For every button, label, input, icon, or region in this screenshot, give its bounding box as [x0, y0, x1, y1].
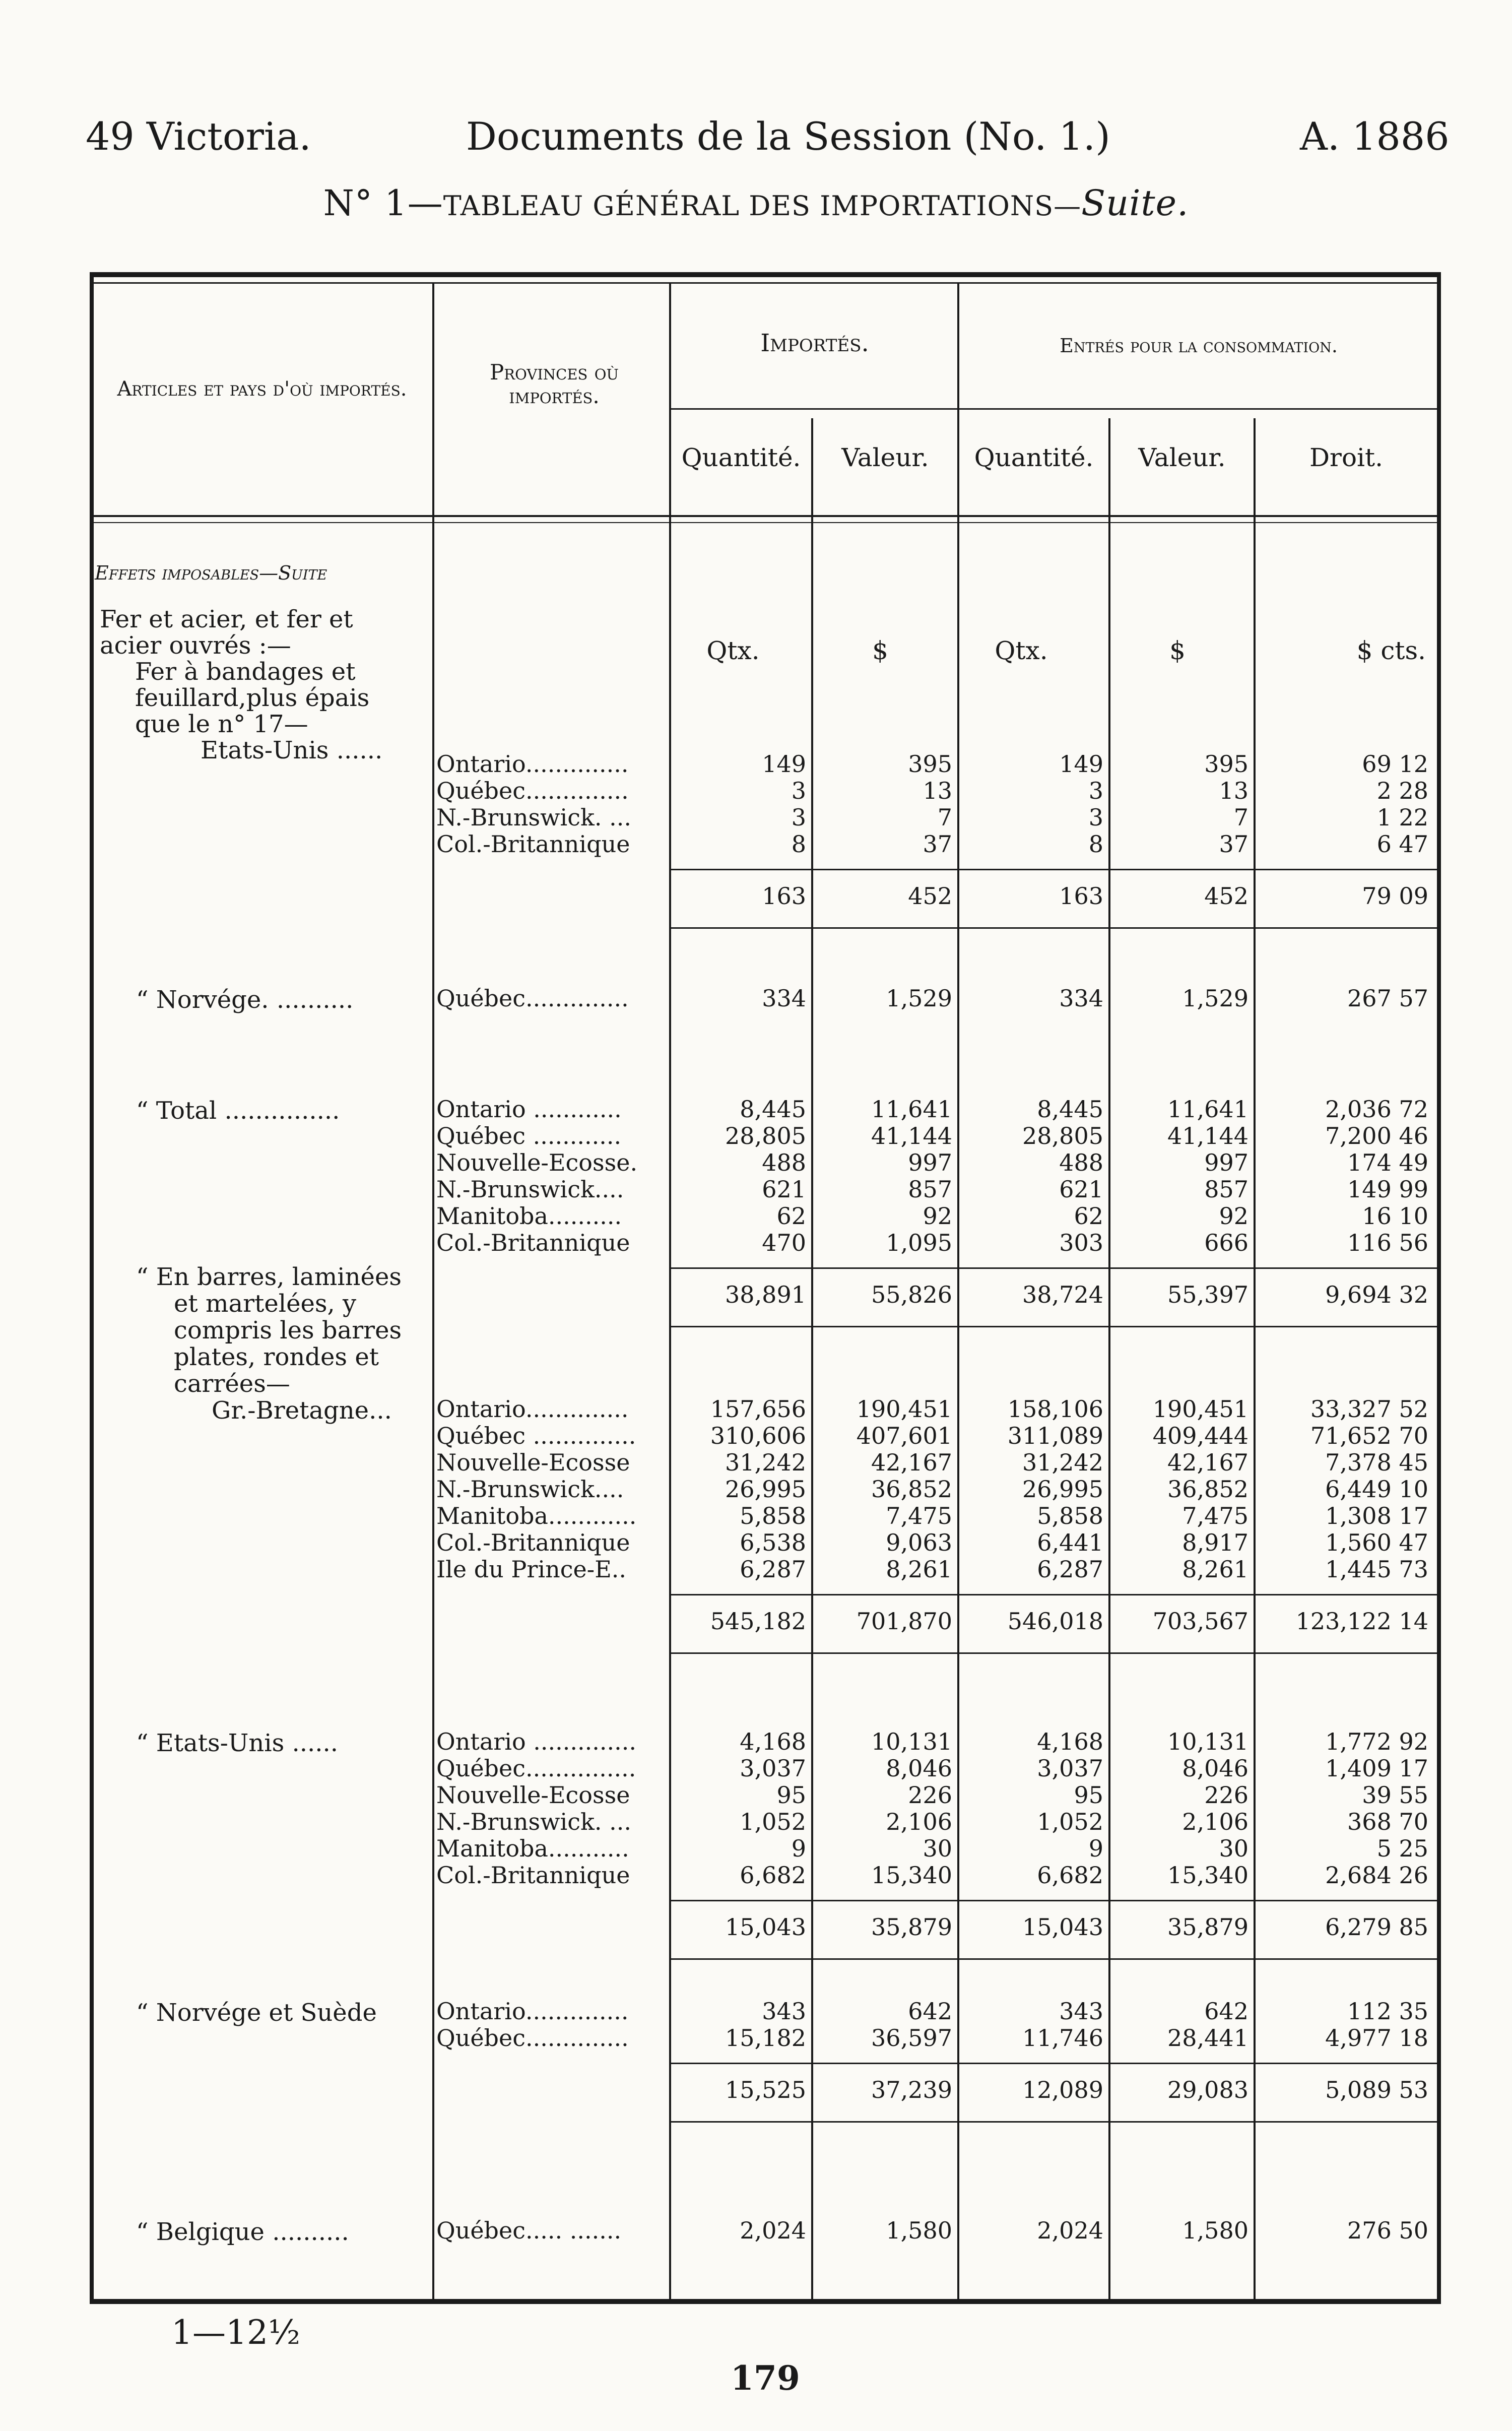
subtotal-rule — [671, 1594, 1437, 1595]
header-right: A. 1886 — [1300, 114, 1450, 159]
header-left: 49 Victoria. — [86, 114, 311, 159]
total-v1: 55,826 — [871, 1281, 952, 1308]
unit-q1: Qtx. — [706, 636, 760, 665]
cell-q1: 3 — [791, 777, 806, 804]
cell-q2: 303 — [1059, 1229, 1103, 1256]
cell-v1: 37 — [923, 830, 952, 858]
cell-q2: 11,746 — [1022, 2024, 1103, 2052]
cell-duty: 1,308 17 — [1325, 1502, 1428, 1529]
total-v1: 37,239 — [871, 2076, 952, 2103]
table-left-rule — [90, 272, 94, 2304]
total-v2: 55,397 — [1167, 1281, 1248, 1308]
cell-q1: 9 — [791, 1835, 806, 1862]
total-q2: 546,018 — [1007, 1608, 1103, 1635]
cell-q2: 26,995 — [1022, 1476, 1103, 1503]
col-header-imported: Importés. — [760, 329, 869, 357]
total-rule — [671, 2121, 1437, 2123]
cell-duty: 116 56 — [1347, 1229, 1428, 1256]
total-rule — [671, 1958, 1437, 1960]
group-label: “ Etats-Unis ...... — [136, 1729, 339, 1757]
cell-v2: 36,852 — [1167, 1476, 1248, 1503]
cell-q1: 31,242 — [725, 1449, 806, 1476]
cell-v2: 7 — [1233, 804, 1248, 831]
col-rule-imported — [669, 282, 671, 2303]
col-header-duty: Droit. — [1309, 443, 1384, 472]
cell-q1: 157,656 — [710, 1395, 806, 1423]
row-province: Ontario.............. — [436, 1998, 629, 2025]
row-province: Québec.............. — [436, 2025, 629, 2052]
cell-q1: 6,682 — [740, 1862, 806, 1889]
cell-duty: 1,445 73 — [1325, 1556, 1428, 1583]
cell-v2: 41,144 — [1167, 1122, 1248, 1149]
group-header-rule — [670, 408, 1438, 410]
row-province: Québec.............. — [436, 778, 629, 804]
cell-q2: 158,106 — [1007, 1395, 1103, 1423]
cell-duty: 4,977 18 — [1325, 2024, 1428, 2052]
cell-q1: 1,052 — [740, 1808, 806, 1835]
cell-duty: 39 55 — [1362, 1781, 1428, 1809]
cell-v1: 1,529 — [886, 985, 952, 1012]
cell-q1: 3 — [791, 804, 806, 831]
row-province: Manitoba.......... — [436, 1203, 622, 1230]
unit-duty: $ cts. — [1356, 636, 1426, 665]
cell-q2: 8,445 — [1037, 1096, 1103, 1123]
cell-duty: 2 28 — [1376, 777, 1428, 804]
total-q2: 163 — [1059, 882, 1103, 910]
cell-v1: 190,451 — [856, 1395, 952, 1423]
cell-duty: 6 47 — [1376, 830, 1428, 858]
cell-v1: 395 — [908, 750, 952, 778]
cell-v2: 8,261 — [1182, 1556, 1248, 1583]
cell-duty: 112 35 — [1347, 1998, 1428, 2025]
table-bottom-rule — [91, 2299, 1441, 2304]
cell-q2: 31,242 — [1022, 1449, 1103, 1476]
cell-q1: 621 — [762, 1176, 806, 1203]
article-line: feuillard,plus épais — [135, 684, 370, 712]
row-province: Col.-Britannique — [436, 831, 630, 858]
col-header-v2: Valeur. — [1138, 443, 1226, 472]
cell-v2: 37 — [1219, 830, 1248, 858]
row-province: Nouvelle-Ecosse. — [436, 1149, 638, 1176]
cell-q1: 15,182 — [725, 2024, 806, 2052]
total-v2: 452 — [1204, 882, 1248, 910]
page-title — [0, 182, 1512, 224]
cell-q2: 4,168 — [1037, 1728, 1103, 1755]
col-header-q2: Quantité. — [974, 443, 1094, 472]
table-top-rule — [91, 272, 1441, 277]
row-province: Manitoba............ — [436, 1503, 637, 1529]
article-line: Fer à bandages et — [135, 658, 356, 686]
total-rule — [671, 1652, 1437, 1654]
row-province: Ile du Prince-E.. — [436, 1556, 627, 1583]
cell-duty: 7,378 45 — [1325, 1449, 1428, 1476]
total-rule — [671, 1326, 1437, 1327]
total-q1: 163 — [762, 882, 806, 910]
row-province: Ontario.............. — [436, 751, 629, 778]
article-line: Fer et acier, et fer et — [100, 605, 353, 633]
cell-duty: 276 50 — [1347, 2217, 1428, 2244]
cell-duty: 1 22 — [1376, 804, 1428, 831]
cell-v1: 36,597 — [871, 2024, 952, 2052]
cell-q1: 488 — [762, 1149, 806, 1176]
cell-q2: 1,052 — [1037, 1808, 1103, 1835]
row-province: N.-Brunswick.... — [436, 1476, 624, 1503]
row-province: N.-Brunswick.... — [436, 1176, 624, 1203]
article-line: acier ouvrés :— — [100, 631, 291, 660]
cell-duty: 71,652 70 — [1310, 1422, 1428, 1449]
cell-q1: 5,858 — [740, 1502, 806, 1529]
cell-v1: 857 — [908, 1176, 952, 1203]
cell-q1: 3,037 — [740, 1755, 806, 1782]
cell-q1: 62 — [776, 1202, 806, 1230]
subtotal-rule — [671, 2063, 1437, 2064]
group-label: compris les barres — [174, 1316, 402, 1345]
cell-q1: 28,805 — [725, 1122, 806, 1149]
total-q2: 38,724 — [1022, 1281, 1103, 1308]
group-label: Gr.-Bretagne... — [212, 1396, 392, 1425]
group-label: carrées— — [174, 1370, 290, 1398]
total-q2: 12,089 — [1022, 2076, 1103, 2103]
col-rule-provinces — [432, 282, 434, 2303]
cell-duty: 174 49 — [1347, 1149, 1428, 1176]
cell-q2: 343 — [1059, 1998, 1103, 2025]
cell-q2: 3 — [1088, 804, 1103, 831]
col-header-provinces: Provinces où importés. — [490, 360, 619, 409]
group-label: plates, rondes et — [174, 1343, 379, 1371]
cell-duty: 1,560 47 — [1325, 1529, 1428, 1556]
cell-q1: 8,445 — [740, 1096, 806, 1123]
total-v2: 29,083 — [1167, 2076, 1248, 2103]
cell-v1: 7 — [937, 804, 952, 831]
row-province: Nouvelle-Ecosse — [436, 1782, 630, 1809]
row-province: Québec .............. — [436, 1423, 636, 1449]
cell-v1: 11,641 — [871, 1096, 952, 1123]
cell-q1: 4,168 — [740, 1728, 806, 1755]
col-header-entered: Entrés pour la consommation. — [1060, 335, 1338, 357]
group-label: “ En barres, laminées — [136, 1263, 402, 1291]
cell-v2: 8,917 — [1182, 1529, 1248, 1556]
total-v1: 35,879 — [871, 1913, 952, 1941]
cell-q1: 26,995 — [725, 1476, 806, 1503]
row-province: Québec............... — [436, 1755, 636, 1782]
total-duty: 123,122 14 — [1295, 1608, 1428, 1635]
row-province: Col.-Britannique — [436, 1529, 630, 1556]
col-rule-duty — [1254, 418, 1256, 2303]
cell-q2: 6,287 — [1037, 1556, 1103, 1583]
group-label: “ Belgique .......... — [136, 2218, 349, 2246]
cell-duty: 69 12 — [1362, 750, 1428, 778]
subtotal-rule — [671, 1900, 1437, 1901]
total-q1: 545,182 — [710, 1608, 806, 1635]
cell-duty: 6,449 10 — [1325, 1476, 1428, 1503]
cell-duty: 33,327 52 — [1310, 1395, 1428, 1423]
header-bottom-rule-2 — [91, 522, 1441, 523]
cell-q2: 2,024 — [1037, 2217, 1103, 2244]
col-rule-value1 — [811, 418, 813, 2303]
total-duty: 6,279 85 — [1325, 1913, 1428, 1941]
total-rule — [671, 927, 1437, 929]
row-province: Ontario .............. — [436, 1729, 636, 1755]
row-province: Nouvelle-Ecosse — [436, 1449, 630, 1476]
article-line: que le n° 17— — [135, 710, 308, 738]
cell-v1: 10,131 — [871, 1728, 952, 1755]
cell-v1: 36,852 — [871, 1476, 952, 1503]
cell-v1: 2,106 — [886, 1808, 952, 1835]
cell-q2: 62 — [1074, 1202, 1103, 1230]
col-rule-entered — [957, 282, 959, 2303]
cell-v1: 407,601 — [856, 1422, 952, 1449]
cell-v2: 190,451 — [1152, 1395, 1248, 1423]
total-duty: 79 09 — [1362, 882, 1428, 910]
cell-duty: 368 70 — [1347, 1808, 1428, 1835]
total-q1: 15,525 — [725, 2076, 806, 2103]
cell-q2: 621 — [1059, 1176, 1103, 1203]
cell-q2: 6,682 — [1037, 1862, 1103, 1889]
cell-duty: 5 25 — [1376, 1835, 1428, 1862]
cell-q1: 343 — [762, 1998, 806, 2025]
cell-q2: 334 — [1059, 985, 1103, 1012]
total-q1: 15,043 — [725, 1913, 806, 1941]
cell-v1: 1,580 — [886, 2217, 952, 2244]
group-label: et martelées, y — [174, 1290, 357, 1318]
total-v1: 452 — [908, 882, 952, 910]
col-header-q1: Quantité. — [681, 443, 801, 472]
cell-v1: 997 — [908, 1149, 952, 1176]
col-header-articles: Articles et pays d'où importés. — [117, 377, 407, 401]
cell-v2: 1,580 — [1182, 2217, 1248, 2244]
cell-v2: 15,340 — [1167, 1862, 1248, 1889]
cell-v2: 10,131 — [1167, 1728, 1248, 1755]
cell-q2: 9 — [1088, 1835, 1103, 1862]
cell-v2: 997 — [1204, 1149, 1248, 1176]
cell-v1: 13 — [923, 777, 952, 804]
cell-q2: 149 — [1059, 750, 1103, 778]
cell-v2: 2,106 — [1182, 1808, 1248, 1835]
cell-v2: 28,441 — [1167, 2024, 1248, 2052]
cell-duty: 7,200 46 — [1325, 1122, 1428, 1149]
cell-v2: 13 — [1219, 777, 1248, 804]
page-number: 179 — [731, 2358, 800, 2398]
cell-duty: 2,684 26 — [1325, 1862, 1428, 1889]
group-label: “ Norvége et Suède — [136, 1999, 377, 2027]
row-province: Ontario ............ — [436, 1096, 622, 1123]
title-main: TABLEAU GÉNÉRAL DES IMPORTATIONS— — [443, 190, 1082, 222]
cell-v2: 857 — [1204, 1176, 1248, 1203]
cell-q2: 28,805 — [1022, 1122, 1103, 1149]
total-q2: 15,043 — [1022, 1913, 1103, 1941]
cell-v1: 9,063 — [886, 1529, 952, 1556]
cell-v1: 41,144 — [871, 1122, 952, 1149]
row-province: Manitoba........... — [436, 1835, 629, 1862]
cell-v1: 226 — [908, 1781, 952, 1809]
row-province: N.-Brunswick. ... — [436, 1809, 631, 1835]
cell-v2: 1,529 — [1182, 985, 1248, 1012]
row-province: Ontario.............. — [436, 1396, 629, 1423]
cell-q2: 6,441 — [1037, 1529, 1103, 1556]
cell-q1: 6,538 — [740, 1529, 806, 1556]
total-v2: 703,567 — [1152, 1608, 1248, 1635]
section-title: Effets imposables—Suite — [95, 562, 327, 584]
row-province: Québec ............ — [436, 1123, 622, 1149]
title-suffix: Suite. — [1081, 182, 1189, 224]
col-rule-value2 — [1108, 418, 1110, 2303]
table-right-rule — [1437, 272, 1441, 2304]
unit-q2: Qtx. — [995, 636, 1048, 665]
cell-q1: 334 — [762, 985, 806, 1012]
group-label: “ Total ............... — [136, 1097, 340, 1125]
cell-q2: 8 — [1088, 830, 1103, 858]
cell-q2: 95 — [1074, 1781, 1103, 1809]
cell-q2: 311,089 — [1007, 1422, 1103, 1449]
cell-v1: 92 — [923, 1202, 952, 1230]
cell-duty: 16 10 — [1362, 1202, 1428, 1230]
cell-v1: 42,167 — [871, 1449, 952, 1476]
cell-q2: 5,858 — [1037, 1502, 1103, 1529]
cell-q1: 310,606 — [710, 1422, 806, 1449]
cell-q1: 470 — [762, 1229, 806, 1256]
cell-q2: 488 — [1059, 1149, 1103, 1176]
article-line: Etats-Unis ...... — [201, 736, 383, 764]
subtotal-rule — [671, 1267, 1437, 1269]
table-top-rule-thin — [91, 282, 1441, 284]
total-duty: 9,694 32 — [1325, 1281, 1428, 1308]
cell-q1: 6,287 — [740, 1556, 806, 1583]
cell-q1: 2,024 — [740, 2217, 806, 2244]
cell-duty: 1,772 92 — [1325, 1728, 1428, 1755]
header-center: Documents de la Session (No. 1.) — [466, 114, 1110, 159]
cell-v2: 7,475 — [1182, 1502, 1248, 1529]
row-province: Québec..... ....... — [436, 2217, 622, 2244]
cell-v2: 30 — [1219, 1835, 1248, 1862]
header-bottom-rule — [91, 515, 1441, 517]
total-v2: 35,879 — [1167, 1913, 1248, 1941]
cell-v1: 642 — [908, 1998, 952, 2025]
cell-v1: 1,095 — [886, 1229, 952, 1256]
cell-q2: 3,037 — [1037, 1755, 1103, 1782]
cell-v2: 409,444 — [1152, 1422, 1248, 1449]
cell-v1: 8,261 — [886, 1556, 952, 1583]
cell-duty: 2,036 72 — [1325, 1096, 1428, 1123]
cell-duty: 149 99 — [1347, 1176, 1428, 1203]
cell-v2: 42,167 — [1167, 1449, 1248, 1476]
cell-q2: 3 — [1088, 777, 1103, 804]
row-province: Col.-Britannique — [436, 1862, 630, 1889]
subtotal-rule — [671, 869, 1437, 870]
cell-v1: 8,046 — [886, 1755, 952, 1782]
cell-q1: 8 — [791, 830, 806, 858]
cell-duty: 1,409 17 — [1325, 1755, 1428, 1782]
group-label: “ Norvége. .......... — [136, 986, 354, 1014]
signature-mark: 1—12½ — [171, 2313, 300, 2352]
title-prefix: N° 1— — [323, 182, 443, 224]
row-province: Col.-Britannique — [436, 1230, 630, 1256]
total-duty: 5,089 53 — [1325, 2076, 1428, 2103]
col-header-v1: Valeur. — [841, 443, 929, 472]
cell-v2: 642 — [1204, 1998, 1248, 2025]
cell-v2: 226 — [1204, 1781, 1248, 1809]
unit-v1: $ — [872, 636, 888, 665]
cell-q1: 149 — [762, 750, 806, 778]
cell-duty: 267 57 — [1347, 985, 1428, 1012]
cell-v2: 8,046 — [1182, 1755, 1248, 1782]
cell-v2: 666 — [1204, 1229, 1248, 1256]
cell-v2: 395 — [1204, 750, 1248, 778]
row-province: N.-Brunswick. ... — [436, 804, 631, 831]
row-province: Québec.............. — [436, 985, 629, 1012]
total-q1: 38,891 — [725, 1281, 806, 1308]
cell-v2: 11,641 — [1167, 1096, 1248, 1123]
cell-v1: 15,340 — [871, 1862, 952, 1889]
total-v1: 701,870 — [856, 1608, 952, 1635]
cell-v1: 7,475 — [886, 1502, 952, 1529]
cell-v1: 30 — [923, 1835, 952, 1862]
cell-v2: 92 — [1219, 1202, 1248, 1230]
unit-v2: $ — [1169, 636, 1186, 665]
cell-q1: 95 — [776, 1781, 806, 1809]
